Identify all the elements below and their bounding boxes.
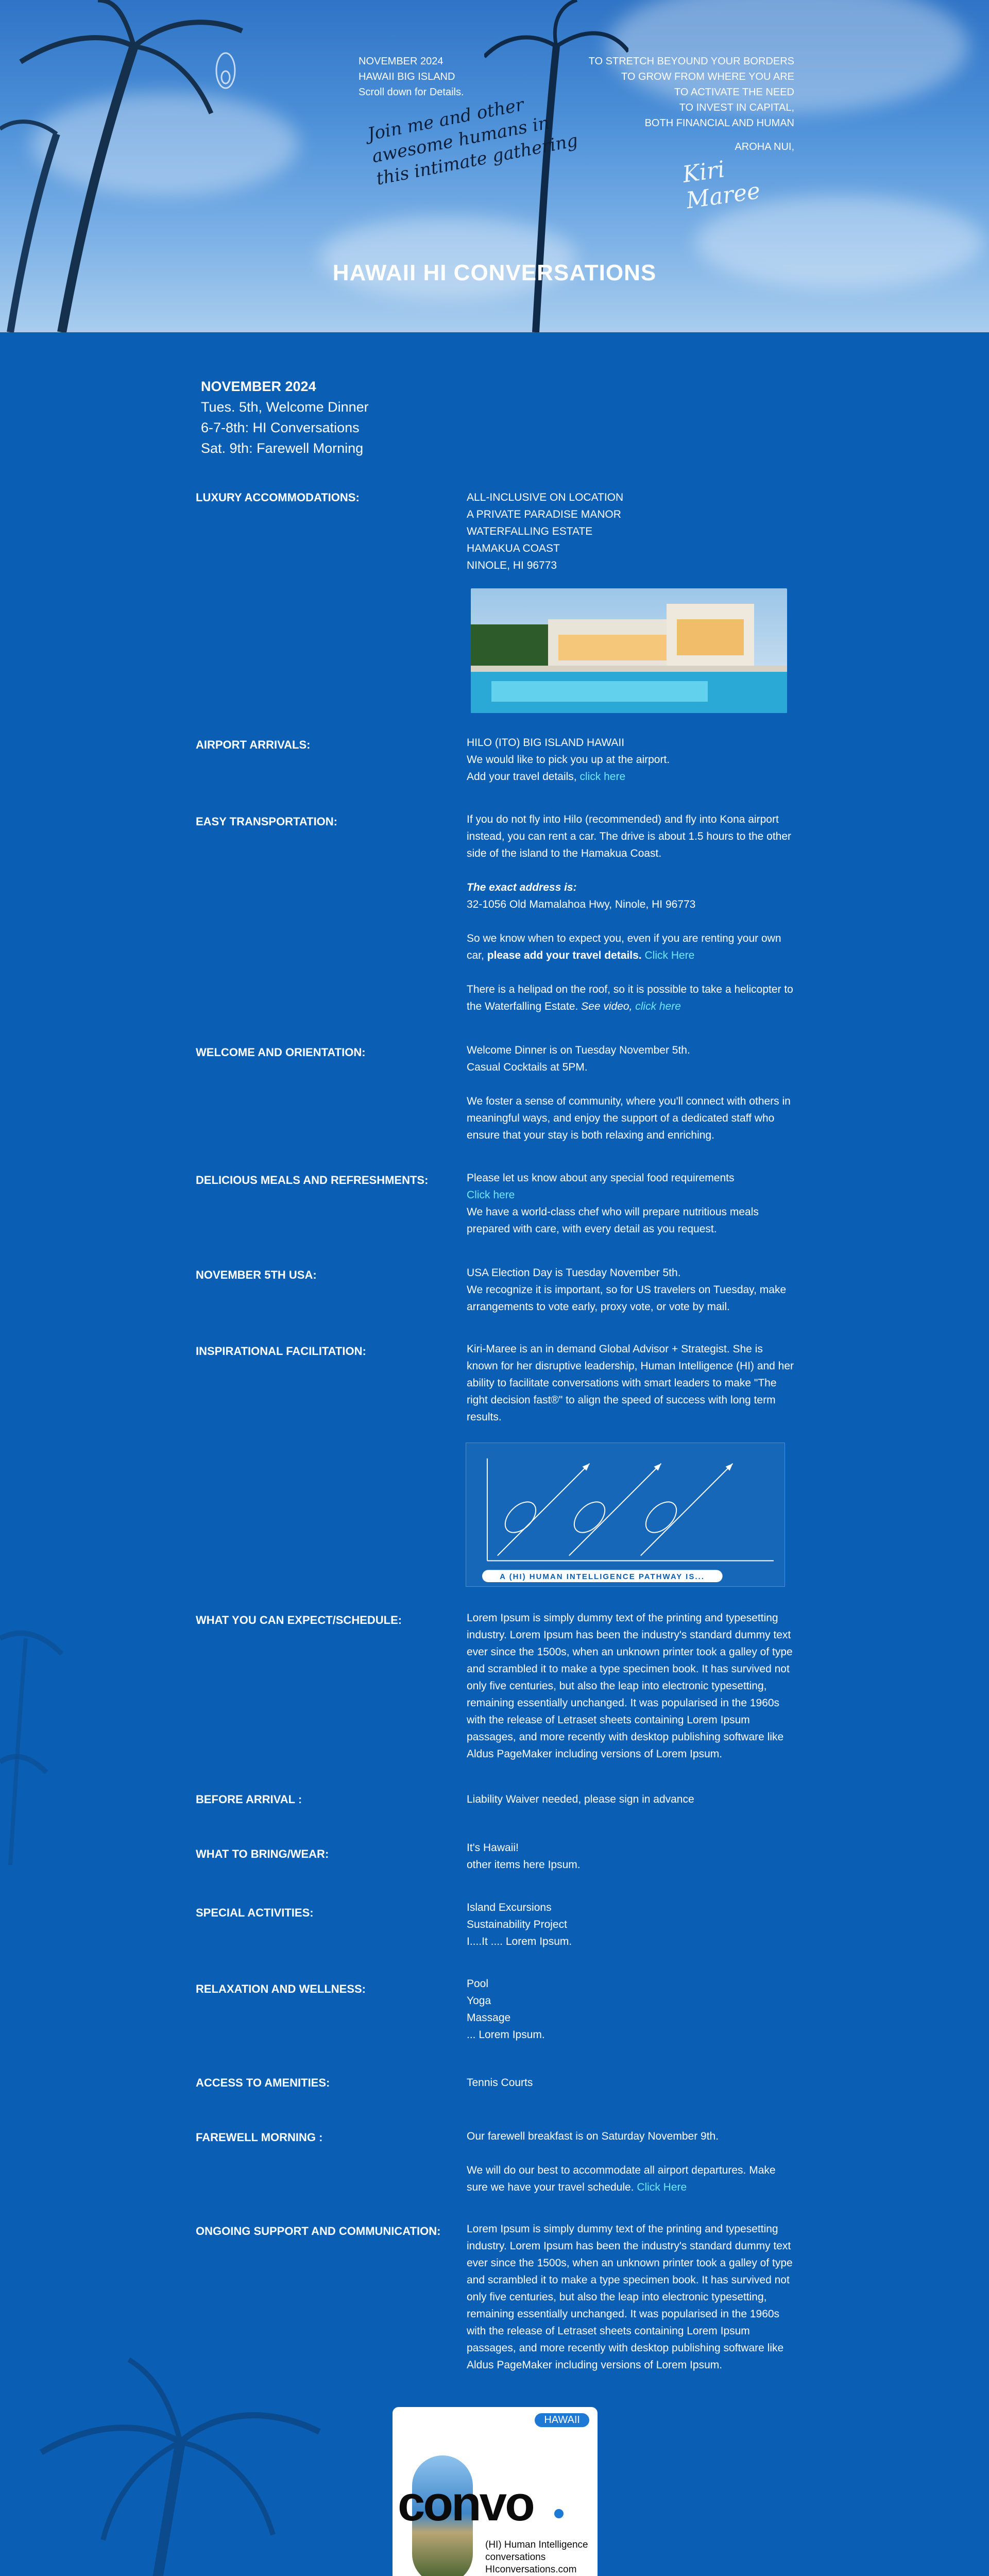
section-label: INSPIRATIONAL FACILITATION:	[196, 1345, 366, 1358]
value-paragraph	[467, 981, 794, 1015]
palm-tree-image	[0, 1577, 103, 1865]
hero-signature: Kiri Maree	[680, 156, 762, 214]
mission-line: TO ACTIVATE THE NEED	[674, 87, 794, 98]
convo-info-line: conversations	[485, 2552, 546, 2563]
mission-line: TO GROW FROM WHERE YOU ARE	[621, 71, 794, 82]
section-value	[467, 734, 794, 785]
convo-info-line: HIconversations.com	[485, 2564, 577, 2575]
convo-info-line: (HI) Human Intelligence	[485, 2539, 588, 2550]
convo-wordmark: convo	[398, 2476, 533, 2531]
value-line: A PRIVATE PARADISE MANOR	[467, 509, 621, 520]
value-paragraph	[467, 2162, 794, 2196]
section-value	[467, 1839, 794, 1873]
value-line: We would like to pick you up at the airport.	[467, 754, 670, 766]
section-label: WHAT YOU CAN EXPECT/SCHEDULE:	[196, 1614, 402, 1626]
value-line: other items here Ipsum.	[467, 1859, 581, 1871]
event-date-line: Tues. 5th, Welcome Dinner	[201, 399, 369, 415]
value-paragraph	[467, 1042, 794, 1076]
value-text: We will do our best to accommodate all airport departures. Make sure we have your travel schedule.	[467, 2164, 776, 2193]
section-value	[467, 811, 794, 1015]
event-date-line: Sat. 9th: Farewell Morning	[201, 440, 364, 456]
value-line: HILO (ITO) BIG ISLAND HAWAII	[467, 737, 625, 749]
value-line: Yoga	[467, 1995, 491, 2007]
value-line	[467, 768, 794, 785]
value-line: Tennis Courts	[467, 2077, 533, 2089]
section-value	[467, 2128, 794, 2196]
travel-details-link[interactable]: Click Here	[644, 950, 695, 961]
event-dates-heading: NOVEMBER 2024	[201, 379, 316, 394]
hero-sign-off: AROHA NUI,	[735, 141, 794, 152]
value-paragraph: Lorem Ipsum is simply dummy text of the printing and typesetting industry. Lorem Ipsum has been the industry's standard dummy text ever since the 1500s, when an unknown printer took a galley of type and scrambled it to make a type specimen book. It has survived not only five centuries, but also the leap into electronic typesetting, remaining essentially unchanged. It was popularised in the 1960s with the release of Letraset sheets containing Lorem Ipsum passages, and more recently with desktop publishing software like Aldus PageMaker including versions of Lorem Ipsum.	[467, 1612, 793, 1760]
section-value	[467, 1341, 794, 1426]
convo-promo-card	[393, 2407, 598, 2576]
value-paragraph: We recognize it is important, so for US travelers on Tuesday, make arrangements to vote early, proxy vote, or vote by mail.	[467, 1284, 787, 1313]
value-line: NINOLE, HI 96773	[467, 560, 557, 571]
value-line: Massage	[467, 2012, 511, 2024]
value-line: Island Excursions	[467, 1902, 552, 1913]
section-label: FAREWELL MORNING :	[196, 2131, 323, 2144]
section-label: WHAT TO BRING/WEAR:	[196, 1848, 329, 1860]
hero-mission	[557, 54, 794, 155]
value-text: Add your travel details,	[467, 771, 580, 783]
section-value	[467, 1899, 794, 1950]
address-label: The exact address is:	[467, 882, 577, 893]
value-line: HAMAKUA COAST	[467, 543, 560, 554]
mission-line: TO INVEST IN CAPITAL,	[679, 102, 794, 113]
value-paragraph: We foster a sense of community, where you'll connect with others in meaningful ways, and enjoy the support of a dedicated staff who ensure that your stay is both relaxing and enriching.	[467, 1095, 791, 1141]
value-paragraph: We have a world-class chef who will prepare nutritious meals prepared with care, with every detail as you request.	[467, 1206, 759, 1235]
value-paragraph	[467, 930, 794, 964]
hi-pathway-diagram	[466, 1443, 785, 1587]
section-value	[467, 2074, 794, 2091]
food-requirements-link[interactable]: Click here	[467, 1189, 515, 1201]
wordmark-dot	[554, 2509, 564, 2518]
hero-script-invitation: Join me and other awesome humans in this intimate gathering	[366, 94, 580, 190]
value-line: WATERFALLING ESTATE	[467, 526, 593, 537]
convo-info	[485, 2539, 588, 2576]
hero-location: HAWAII BIG ISLAND	[359, 71, 455, 82]
value-paragraph: If you do not fly into Hilo (recommended) and fly into Kona airport instead, you can rent a car. The drive is about 1.5 hours to the other side of the island to the Hamakua Coast.	[467, 814, 791, 859]
section-value	[467, 2221, 794, 2374]
section-value	[467, 489, 794, 574]
value-line: USA Election Day is Tuesday November 5th.	[467, 1267, 681, 1279]
section-label: BEFORE ARRIVAL :	[196, 1793, 302, 1806]
location-badge: HAWAII	[535, 2413, 589, 2427]
hero-banner	[0, 0, 989, 332]
hero-event-info	[359, 54, 464, 100]
value-line: Sustainability Project	[467, 1919, 567, 1930]
cloud-shape	[31, 93, 299, 196]
value-line: ALL-INCLUSIVE ON LOCATION	[467, 492, 624, 503]
value-line: It's Hawaii!	[467, 1842, 519, 1854]
estate-photo	[471, 588, 787, 713]
value-paragraph: Our farewell breakfast is on Saturday November 9th.	[467, 2130, 719, 2142]
section-value	[467, 1791, 794, 1808]
hero-scroll-hint: Scroll down for Details.	[359, 87, 464, 98]
value-paragraph: Lorem Ipsum is simply dummy text of the printing and typesetting industry. Lorem Ipsum has been the industry's standard dummy text ever since the 1500s, when an unknown printer took a galley of type and scrambled it to make a type specimen book. It has survived not only five centuries, but also the leap into electronic typesetting, remaining essentially unchanged. It was popularised in the 1960s with the release of Letraset sheets containing Lorem Ipsum passages, and more recently with desktop publishing software like Aldus PageMaker including versions of Lorem Ipsum.	[467, 2223, 793, 2371]
value-paragraph: Kiri-Maree is an in demand Global Advisor + Strategist. She is known for her disruptive leadership, Human Intelligence (HI) and her ability to facilitate conversations with smart leaders to make "The right decision fast®" to align the speed of success with long term results.	[467, 1343, 794, 1423]
cloud-shape	[319, 216, 577, 299]
section-label: EASY TRANSPORTATION:	[196, 815, 338, 828]
value-text-bold: please add your travel details.	[487, 950, 642, 961]
diagram-banner: A (HI) HUMAN INTELLIGENCE PATHWAY IS...	[500, 1572, 705, 1581]
value-line: Please let us know about any special food requirements	[467, 1172, 735, 1184]
hero-date: NOVEMBER 2024	[359, 56, 444, 67]
page-title: HAWAII HI CONVERSATIONS	[332, 260, 657, 285]
value-line: Casual Cocktails at 5PM.	[467, 1061, 588, 1073]
value-line: I....It .... Lorem Ipsum.	[467, 1936, 572, 1947]
mission-line: BOTH FINANCIAL AND HUMAN	[644, 117, 794, 129]
value-text: There is a helipad on the roof, so it is possible to take a helicopter to the Waterfalling Estate.	[467, 984, 793, 1012]
section-label: NOVEMBER 5TH USA:	[196, 1268, 317, 1281]
value-paragraph	[467, 879, 794, 913]
mission-line: TO STRETCH BEYOUND YOUR BORDERS	[588, 56, 794, 67]
section-label: AIRPORT ARRIVALS:	[196, 738, 311, 751]
section-label: ACCESS TO AMENITIES:	[196, 2076, 330, 2089]
section-label: SPECIAL ACTIVITIES:	[196, 1906, 314, 1919]
section-value	[467, 1170, 794, 1238]
section-value	[467, 1609, 794, 1762]
address-text: 32-1056 Old Mamalahoa Hwy, Ninole, HI 96773	[467, 899, 696, 910]
section-label: ONGOING SUPPORT AND COMMUNICATION:	[196, 2225, 441, 2238]
video-link[interactable]: click here	[635, 1001, 681, 1012]
section-label: DELICIOUS MEALS AND REFRESHMENTS:	[196, 1174, 429, 1187]
section-label: LUXURY ACCOMMODATIONS:	[196, 491, 360, 504]
value-line: Liability Waiver needed, please sign in advance	[467, 1793, 694, 1805]
value-line: ... Lorem Ipsum.	[467, 2029, 545, 2041]
travel-schedule-link[interactable]: Click Here	[637, 2181, 687, 2193]
value-text-italic: See video,	[581, 1001, 636, 1012]
section-value	[467, 1264, 794, 1315]
travel-details-link[interactable]: click here	[579, 771, 626, 783]
value-line: Welcome Dinner is on Tuesday November 5th.	[467, 1044, 690, 1056]
section-value	[467, 1042, 794, 1144]
event-date-line: 6-7-8th: HI Conversations	[201, 420, 360, 435]
section-value	[467, 1975, 794, 2043]
event-dates	[201, 376, 369, 459]
section-label: RELAXATION AND WELLNESS:	[196, 1982, 366, 1995]
value-line: Pool	[467, 1978, 489, 1990]
brand-logo-icon	[210, 47, 241, 94]
value-text: So we know when to expect you, even if you are renting your own car,	[467, 933, 781, 961]
section-label: WELCOME AND ORIENTATION:	[196, 1046, 366, 1059]
